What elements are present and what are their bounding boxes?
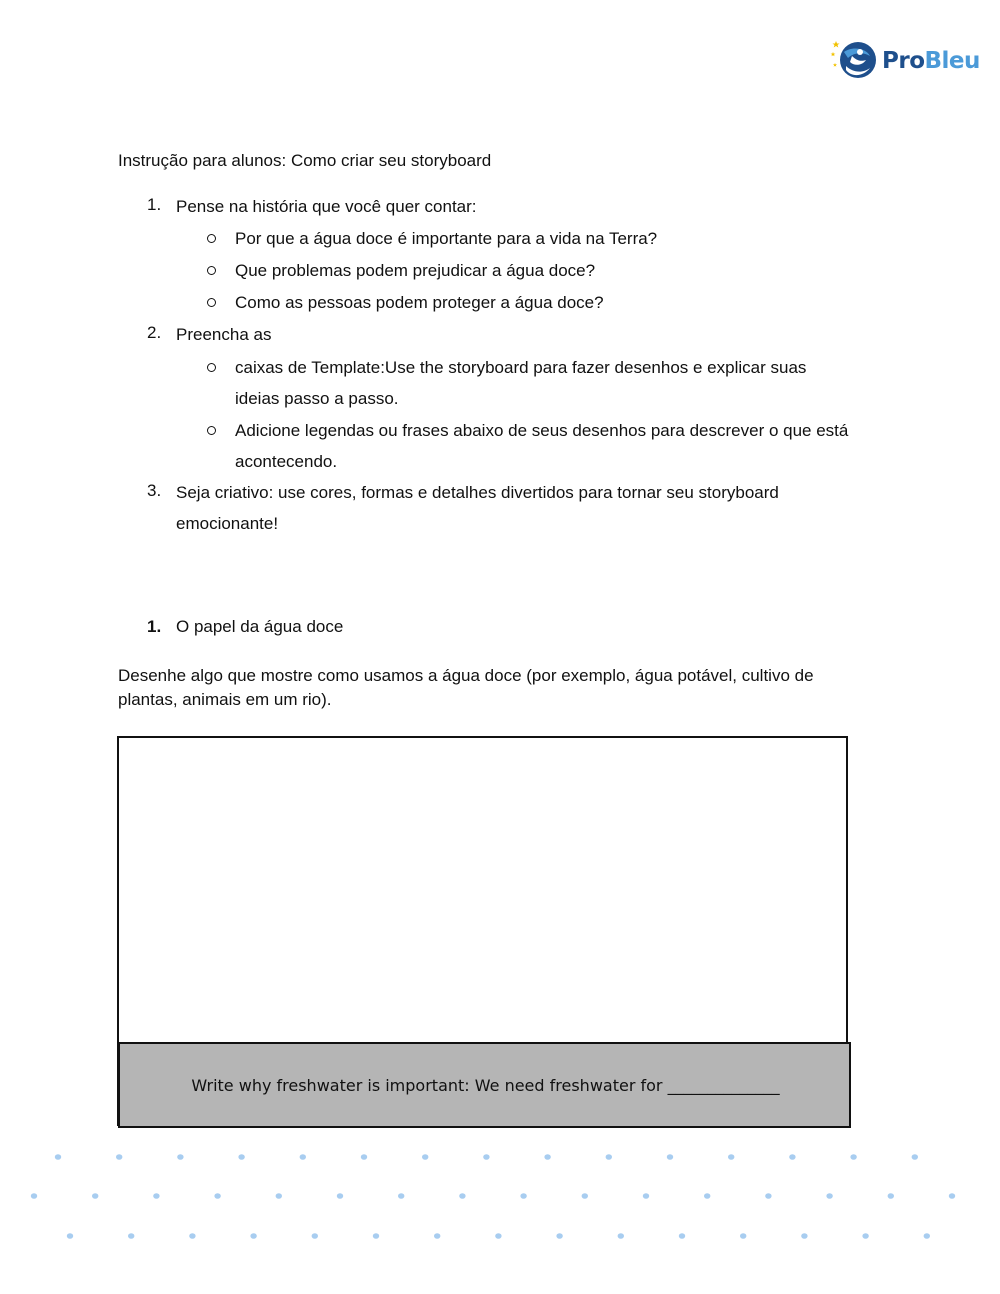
decorative-dot — [618, 1233, 624, 1239]
decorative-dot — [740, 1233, 746, 1239]
decorative-dots — [0, 1140, 1000, 1260]
subitem-text: Como as pessoas podem proteger a água doce? — [235, 293, 604, 312]
hollow-bullet-icon — [207, 363, 216, 372]
decorative-dot — [850, 1154, 856, 1160]
decorative-dot — [912, 1154, 918, 1160]
decorative-dot — [728, 1154, 734, 1160]
decorative-dot — [422, 1154, 428, 1160]
hollow-bullet-icon — [207, 298, 216, 307]
decorative-dot — [704, 1193, 710, 1199]
decorative-dot — [520, 1193, 526, 1199]
decorative-dot — [544, 1154, 550, 1160]
decorative-dot — [888, 1193, 894, 1199]
step-text: Preencha as — [176, 325, 272, 344]
step-text: Seja criativo: use cores, formas e detalhes divertidos para tornar seu storyboard emocionante! — [176, 483, 779, 533]
decorative-dot — [214, 1193, 220, 1199]
hollow-bullet-icon — [207, 234, 216, 243]
wordmark-bleu: Bleu — [924, 48, 980, 74]
decorative-dot — [459, 1193, 465, 1199]
decorative-dot — [177, 1154, 183, 1160]
subitem-text: Adicione legendas ou frases abaixo de seus desenhos para descrever o que está acontecendo. — [235, 421, 849, 471]
step-number: 2. — [147, 323, 162, 342]
hollow-bullet-icon — [207, 266, 216, 275]
probleu-logo-icon — [830, 38, 878, 82]
decorative-dot — [238, 1154, 244, 1160]
caption-box[interactable] — [118, 1042, 851, 1128]
decorative-dot — [556, 1233, 562, 1239]
decorative-dot — [826, 1193, 832, 1199]
section-number: 1. — [147, 617, 162, 636]
decorative-dot — [55, 1154, 61, 1160]
caption-text: Write why freshwater is important: We need freshwater for ______________ — [191, 1075, 780, 1095]
decorative-dot — [337, 1193, 343, 1199]
decorative-dot — [189, 1233, 195, 1239]
decorative-dot — [862, 1233, 868, 1239]
decorative-dot — [643, 1193, 649, 1199]
decorative-dot — [300, 1154, 306, 1160]
drawing-prompt: Desenhe algo que mostre como usamos a água doce (por exemplo, água potável, cultivo de plantas, animais em um rio). — [118, 666, 814, 709]
step-number: 1. — [147, 195, 162, 214]
decorative-dot — [495, 1233, 501, 1239]
decorative-dot — [67, 1233, 73, 1239]
decorative-dot — [582, 1193, 588, 1199]
step-text: Pense na história que você quer contar: — [176, 197, 477, 216]
decorative-dot — [801, 1233, 807, 1239]
decorative-dot — [312, 1233, 318, 1239]
hollow-bullet-icon — [207, 426, 216, 435]
decorative-dot — [398, 1193, 404, 1199]
subitem-text: caixas de Template:Use the storyboard para fazer desenhos e explicar suas ideias passo a passo. — [235, 358, 807, 408]
decorative-dot — [924, 1233, 930, 1239]
decorative-dot — [153, 1193, 159, 1199]
decorative-dot — [250, 1233, 256, 1239]
decorative-dot — [373, 1233, 379, 1239]
wordmark-pro: Pro — [882, 48, 925, 74]
instructions-heading: Instrução para alunos: Como criar seu storyboard — [118, 151, 492, 170]
decorative-dot — [92, 1193, 98, 1199]
decorative-dot — [789, 1154, 795, 1160]
decorative-dot — [31, 1193, 37, 1199]
decorative-dot — [667, 1154, 673, 1160]
subitem-text: Que problemas podem prejudicar a água doce? — [235, 261, 596, 280]
probleu-wordmark — [882, 48, 980, 74]
decorative-dot — [606, 1154, 612, 1160]
decorative-dot — [361, 1154, 367, 1160]
decorative-dot — [434, 1233, 440, 1239]
decorative-dot — [949, 1193, 955, 1199]
decorative-dot — [483, 1154, 489, 1160]
step-number: 3. — [147, 481, 162, 500]
decorative-dot — [765, 1193, 771, 1199]
decorative-dot — [276, 1193, 282, 1199]
decorative-dot — [116, 1154, 122, 1160]
decorative-dot — [128, 1233, 134, 1239]
probleu-logo — [830, 38, 980, 82]
subitem-text: Por que a água doce é importante para a vida na Terra? — [235, 229, 658, 248]
section-title: O papel da água doce — [176, 617, 344, 636]
decorative-dot — [679, 1233, 685, 1239]
